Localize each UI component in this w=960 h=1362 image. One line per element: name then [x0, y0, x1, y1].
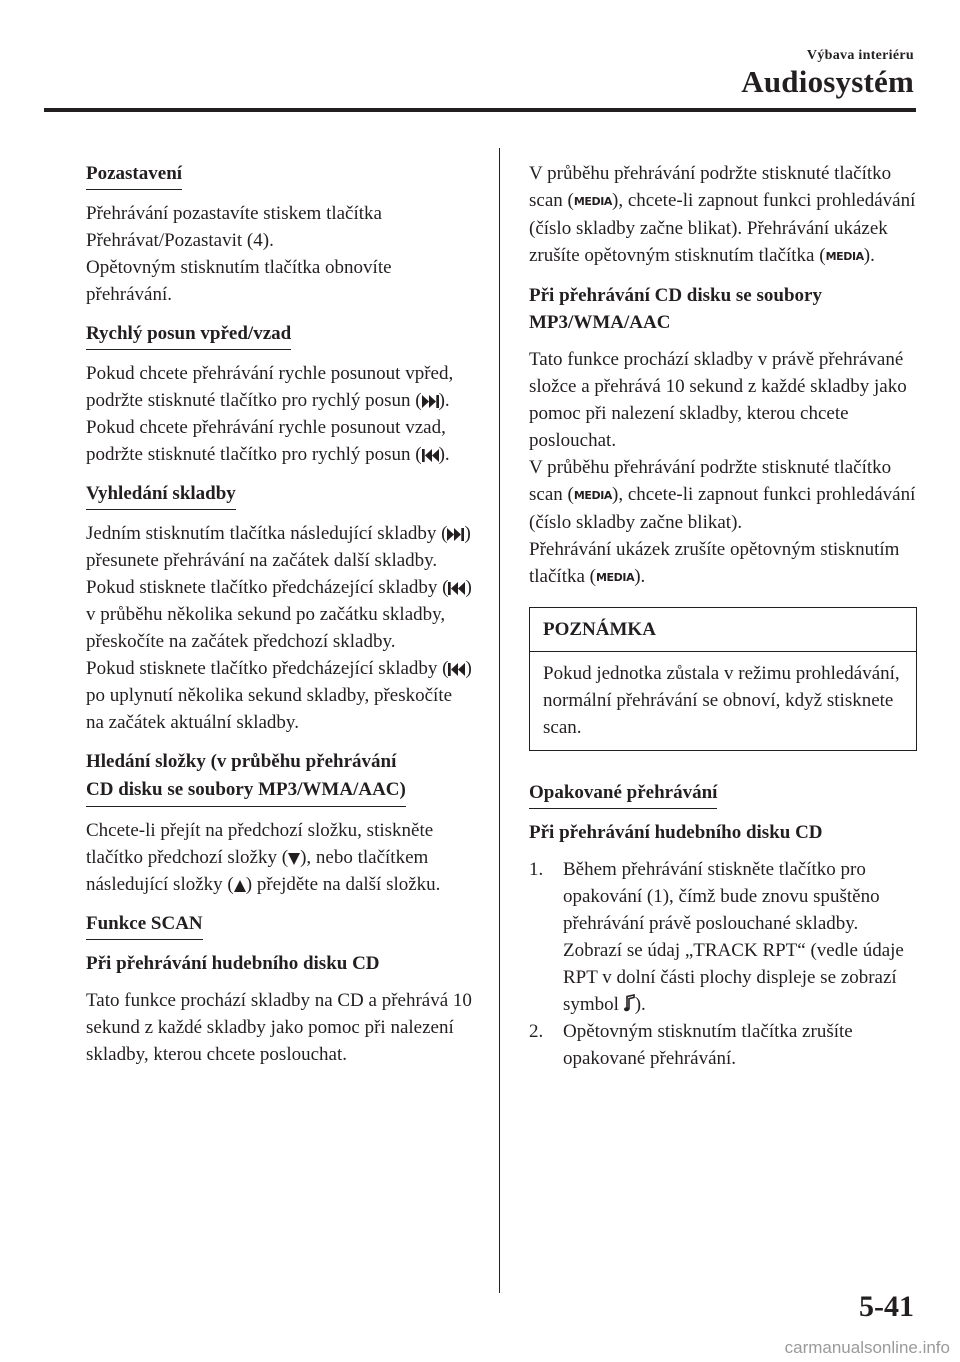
text-fragment: Během přehrávání stiskněte tlačítko pro opakování (1), čímž bude znovu spuštěno přehrávání právě poslouchané skladby. Zobrazí se údaj „TRACK RPT“ (vedle údaje RPT v dolní části plochy displeje se zobrazí symbol [563, 859, 904, 1015]
heading-scan-function: Funkce SCAN [86, 911, 203, 940]
text-fragment: Pokud stisknete tlačítko předcházející skladby ( [86, 577, 449, 598]
paragraph-previous-track-current [86, 655, 474, 736]
text-fragment: ) po uplynutí několika sekund skladby, přeskočíte na začátek aktuální skladby. [86, 658, 472, 733]
paragraph-pause-2: Opětovným stisknutím tlačítka obnovíte přehrávání. [86, 257, 392, 305]
paragraph-pause-1: Přehrávání pozastavíte stiskem tlačítka Přehrávat/Pozastavit (4). [86, 203, 382, 251]
note-box [529, 607, 917, 751]
text-fragment: Pokud chcete přehrávání rychle posunout vpřed, podržte stisknuté tlačítko pro rychlý posun ( [86, 363, 454, 411]
subheading-scan-mp3: Při přehrávání CD disku se soubory MP3/WMA/AAC [529, 285, 822, 333]
paragraph-folder-search [86, 817, 474, 898]
paragraph-scan-mp3: Tato funkce prochází skladby v právě přehrávané složce a přehrává 10 sekund z každé skladby jako pomoc při nalezení skladby, kterou chcete poslouchat. [529, 349, 907, 451]
header-section-title: Výbava interiéru [806, 48, 914, 63]
heading-repeat-playback: Opakované přehrávání [529, 780, 717, 809]
paragraph-scan-start-cd [529, 160, 917, 270]
subheading-repeat-cd: Při přehrávání hudebního disku CD [529, 822, 823, 843]
paragraph-previous-track-start [86, 574, 474, 655]
list-item [529, 856, 917, 1018]
list-item-number: 1. [529, 859, 544, 880]
left-column [86, 160, 474, 1080]
text-fragment: ), chcete-li zapnout funkci prohledávání (číslo skladby začne blikat). Přehrávání ukázek zrušíte opětovným stisknutím tlačítka ( [529, 190, 916, 266]
header-chapter-title: Audiosystém [741, 64, 914, 99]
paragraph-scan-cd: Tato funkce prochází skladby na CD a přehrává 10 sekund z každé skladby jako pomoc při nalezení skladby, kterou chcete poslouchat. [86, 990, 472, 1065]
text-fragment: ). [634, 994, 646, 1015]
text-fragment: V průběhu přehrávání podržte stisknuté tlačítko scan ( [529, 163, 892, 211]
text-fragment: ) přejděte na další složku. [245, 874, 441, 895]
page-number: 5-41 [859, 1290, 914, 1323]
text-fragment: ), nebo tlačítkem následující složky ( [86, 847, 429, 895]
text-fragment: Přehrávání ukázek zrušíte opětovným stisknutím tlačítka ( [529, 539, 900, 587]
text-fragment: V průběhu přehrávání podržte stisknuté tlačítko scan ( [529, 457, 892, 505]
media-button-label: MEDIA [596, 571, 635, 584]
heading-folder-search [86, 748, 406, 807]
next-track-icon [447, 528, 464, 541]
right-column [529, 160, 917, 1082]
header-rule [44, 108, 916, 112]
text-fragment: Jedním stisknutím tlačítka následující skladby ( [86, 523, 448, 544]
text-fragment: ). [438, 444, 450, 465]
paragraph-scan-cancel-mp3 [529, 536, 917, 591]
note-title: POZNÁMKA [530, 608, 916, 652]
text-fragment: Pokud stisknete tlačítko předcházející skladby ( [86, 658, 449, 679]
rewind-icon [422, 449, 439, 462]
paragraph-scan-start-mp3 [529, 454, 917, 536]
previous-track-icon [448, 582, 465, 595]
music-note-icon [624, 994, 635, 1012]
list-item-number: 2. [529, 1021, 544, 1042]
text-fragment: ) v průběhu několika sekund po začátku skladby, přeskočíte na začátek předchozí skladby. [86, 577, 472, 652]
list-item [529, 1018, 917, 1072]
heading-line: Hledání složky (v průběhu přehrávání [86, 751, 397, 772]
text-fragment: Chcete-li přejít na předchozí složku, stiskněte tlačítko předchozí složky ( [86, 820, 434, 868]
paragraph-next-track [86, 520, 474, 574]
media-button-label: MEDIA [825, 250, 864, 263]
heading-line: CD disku se soubory MP3/WMA/AAC) [86, 779, 406, 800]
heading-fast-forward: Rychlý posun vpřed/vzad [86, 321, 291, 350]
paragraph-fast-forward [86, 360, 474, 468]
fast-forward-icon [422, 395, 439, 408]
text-fragment: ). [863, 245, 875, 266]
folder-up-icon [234, 880, 246, 892]
heading-track-search: Vyhledání skladby [86, 481, 236, 510]
text-fragment: ). Pokud chcete přehrávání rychle posunout vzad, podržte stisknuté tlačítko pro rychlý posun ( [86, 390, 450, 465]
media-button-label: MEDIA [573, 489, 613, 502]
media-button-label: MEDIA [573, 195, 613, 208]
text-fragment: ), chcete-li zapnout funkci prohledávání (číslo skladby začne blikat). [529, 484, 916, 533]
subheading-scan-cd: Při přehrávání hudebního disku CD [86, 953, 380, 974]
watermark: carmanualsonline.info [784, 1338, 950, 1357]
repeat-steps-list [529, 856, 917, 1072]
folder-down-icon [288, 853, 300, 865]
text-fragment: ). [634, 566, 646, 587]
column-divider [499, 148, 500, 1293]
text-fragment: ) přesunete přehrávání na začátek další skladby. [86, 523, 471, 571]
note-body: Pokud jednotka zůstala v režimu prohledávání, normální přehrávání se obnoví, když stisknete scan. [543, 663, 900, 738]
previous-track-icon [448, 663, 465, 676]
text-fragment: Opětovným stisknutím tlačítka zrušíte opakované přehrávání. [563, 1021, 853, 1069]
heading-pause: Pozastavení [86, 161, 182, 190]
